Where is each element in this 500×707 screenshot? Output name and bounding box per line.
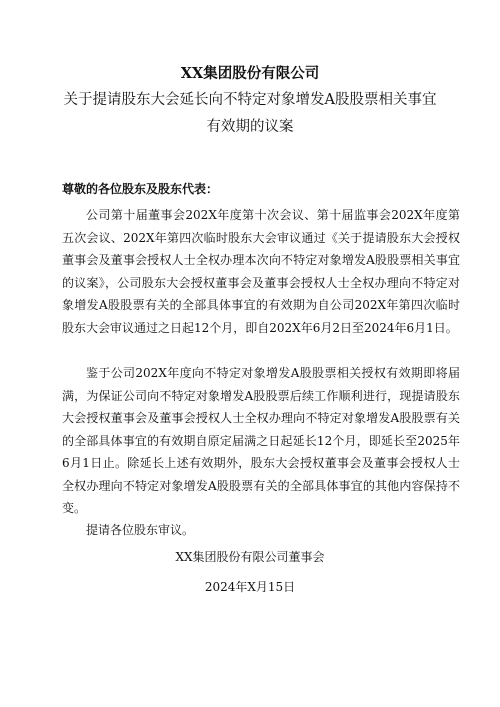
signature-date: 2024年X月15日 <box>204 580 296 594</box>
subject-title: 关于提请股东大会延长向不特定对象增发A股股票相关事宜有效期的议案 <box>63 92 437 135</box>
signature-company: XX集团股份有限公司董事会 <box>175 550 325 564</box>
title-block <box>60 62 440 141</box>
paragraph-proposal: 鉴于公司202X年度向不特定对象增发A股股票相关授权有效期即将届满，为保证公司向不特定对象增发A股股票后续工作顺利进行，现提请股东大会授权董事会及董事会授权人士全权办理向不特定对象增发A股股票有关的全部具体事宜的有效期自原定届满之日起延长12个月，即延长至2025年6月1日止。除延长上述有效期外，股东大会授权董事会及董事会授权人士全权办理向不特定对象增发A股股票有关的全部具体事宜的其他内容保持不变。 <box>62 366 460 515</box>
company-title: XX集团股份有限公司 <box>180 65 320 82</box>
paragraph-request: 提请各位股东审议。 <box>86 523 195 537</box>
paragraph-background: 公司第十届董事会202X年度第十次会议、第十届监事会202X年度第五次会议、202X年第四次临时股东大会审议通过《关于提请股东大会授权董事会及董事会授权人士全权办理本次向不特定对象增发A股股票相关事宜的议案》，公司股东大会授权董事会及董事会授权人士全权办理向不特定对象增发A股股票有关的全部具体事宜的有效期为自公司202X年第四次临时股东大会审议通过之日起12个月，即自202X年6月2日至2024年6月1日。 <box>62 208 460 335</box>
salutation: 尊敬的各位股东及股东代表： <box>62 182 219 196</box>
